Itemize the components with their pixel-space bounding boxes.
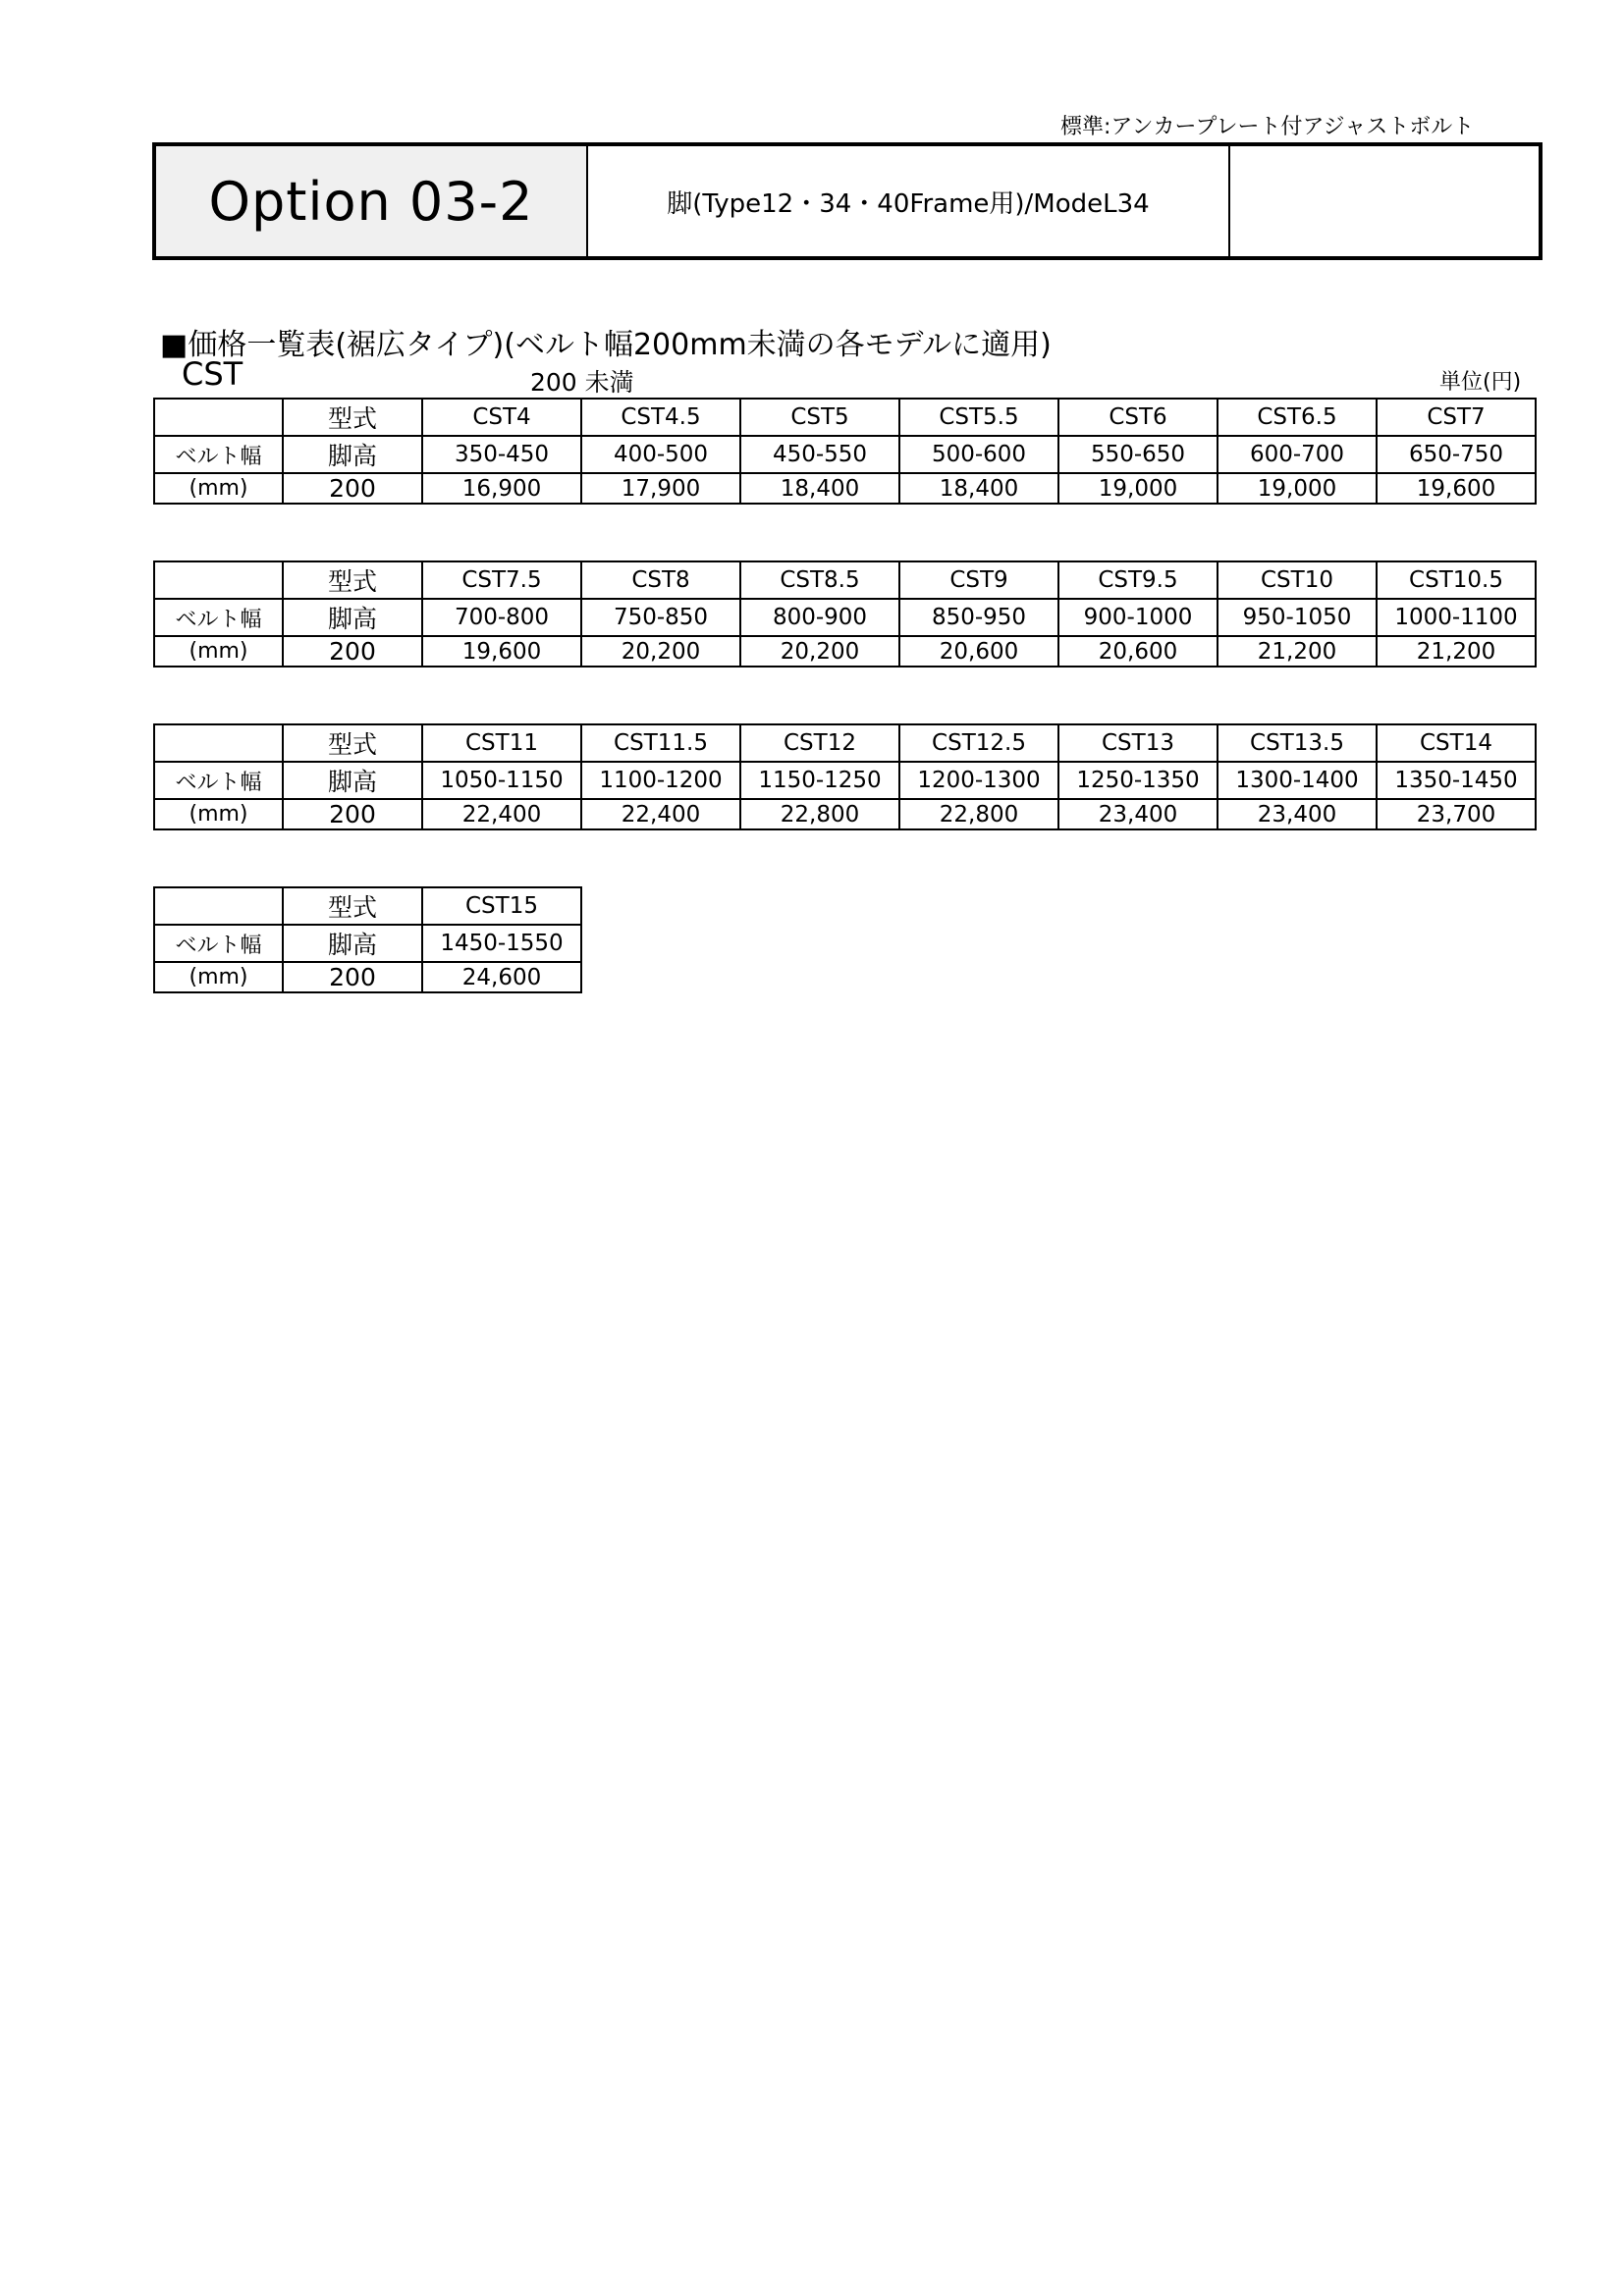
height-cell: 700-800 <box>422 599 581 636</box>
header-box <box>152 142 1543 260</box>
height-cell: 1000-1100 <box>1377 599 1536 636</box>
mm-label: (mm) <box>154 636 283 667</box>
price-cell: 23,700 <box>1377 799 1536 829</box>
price-cell: 19,000 <box>1218 473 1377 504</box>
model-cell: CST6 <box>1058 399 1218 436</box>
height-header: 脚高 <box>283 436 422 473</box>
belt-width-label: ベルト幅 <box>154 925 283 962</box>
model-cell: CST13.5 <box>1218 724 1377 762</box>
model-cell: CST14 <box>1377 724 1536 762</box>
table-row-prices <box>154 636 1536 667</box>
model-cell: CST13 <box>1058 724 1218 762</box>
table-row-models <box>154 724 1536 762</box>
price-cell: 16,900 <box>422 473 581 504</box>
table-row-heights <box>154 436 1536 473</box>
price-cell: 19,600 <box>1377 473 1536 504</box>
price-cell: 22,800 <box>740 799 899 829</box>
belt-width-label: ベルト幅 <box>154 762 283 799</box>
series-label: CST <box>182 355 244 393</box>
height-header: 脚高 <box>283 762 422 799</box>
model-cell: CST9.5 <box>1058 561 1218 599</box>
height-cell: 900-1000 <box>1058 599 1218 636</box>
model-cell: CST10.5 <box>1377 561 1536 599</box>
height-cell: 1350-1450 <box>1377 762 1536 799</box>
model-cell: CST5 <box>740 399 899 436</box>
price-cell: 21,200 <box>1218 636 1377 667</box>
price-cell: 24,600 <box>422 962 581 992</box>
price-cell: 21,200 <box>1377 636 1536 667</box>
height-cell: 550-650 <box>1058 436 1218 473</box>
height-cell: 950-1050 <box>1218 599 1377 636</box>
height-cell: 800-900 <box>740 599 899 636</box>
belt-width-value: 200 <box>283 636 422 667</box>
height-cell: 850-950 <box>899 599 1058 636</box>
price-table-3 <box>153 723 1537 830</box>
price-table-2 <box>153 561 1537 667</box>
table-row-models <box>154 561 1536 599</box>
table-row-models <box>154 399 1536 436</box>
model-cell: CST8 <box>581 561 740 599</box>
model-cell: CST12 <box>740 724 899 762</box>
model-cell: CST6.5 <box>1218 399 1377 436</box>
model-cell: CST4.5 <box>581 399 740 436</box>
model-header: 型式 <box>283 887 422 925</box>
blank-cell <box>154 887 283 925</box>
price-cell: 20,200 <box>581 636 740 667</box>
price-cell: 23,400 <box>1058 799 1218 829</box>
height-cell: 500-600 <box>899 436 1058 473</box>
height-cell: 1050-1150 <box>422 762 581 799</box>
mm-label: (mm) <box>154 799 283 829</box>
model-cell: CST7 <box>1377 399 1536 436</box>
belt-width-value: 200 <box>283 473 422 504</box>
model-cell: CST12.5 <box>899 724 1058 762</box>
table-row-heights <box>154 925 581 962</box>
height-cell: 1450-1550 <box>422 925 581 962</box>
model-header: 型式 <box>283 399 422 436</box>
page-subtitle: 脚(Type12・34・40Frame用)/ModeL34 <box>588 146 1230 256</box>
height-cell: 400-500 <box>581 436 740 473</box>
price-cell: 19,600 <box>422 636 581 667</box>
belt-width-value: 200 <box>283 962 422 992</box>
belt-width-value: 200 <box>283 799 422 829</box>
price-cell: 18,400 <box>740 473 899 504</box>
price-cell: 23,400 <box>1218 799 1377 829</box>
table-row-prices <box>154 473 1536 504</box>
price-cell: 22,400 <box>422 799 581 829</box>
price-cell: 20,600 <box>899 636 1058 667</box>
height-cell: 1300-1400 <box>1218 762 1377 799</box>
height-cell: 1100-1200 <box>581 762 740 799</box>
table-row-prices <box>154 962 581 992</box>
price-cell: 20,200 <box>740 636 899 667</box>
belt-width-label: ベルト幅 <box>154 436 283 473</box>
mm-label: (mm) <box>154 962 283 992</box>
price-table-4 <box>153 886 582 993</box>
page-title: Option 03-2 <box>156 146 588 256</box>
price-cell: 17,900 <box>581 473 740 504</box>
height-cell: 650-750 <box>1377 436 1536 473</box>
table-row-models <box>154 887 581 925</box>
model-cell: CST15 <box>422 887 581 925</box>
model-cell: CST4 <box>422 399 581 436</box>
height-cell: 750-850 <box>581 599 740 636</box>
belt-condition-label: 200 未満 <box>530 368 634 397</box>
blank-cell <box>154 399 283 436</box>
height-cell: 350-450 <box>422 436 581 473</box>
price-cell: 18,400 <box>899 473 1058 504</box>
blank-cell <box>154 561 283 599</box>
belt-width-label: ベルト幅 <box>154 599 283 636</box>
price-table-1 <box>153 398 1537 505</box>
blank-cell <box>154 724 283 762</box>
mm-label: (mm) <box>154 473 283 504</box>
height-header: 脚高 <box>283 925 422 962</box>
height-cell: 1200-1300 <box>899 762 1058 799</box>
model-header: 型式 <box>283 561 422 599</box>
model-cell: CST7.5 <box>422 561 581 599</box>
model-cell: CST5.5 <box>899 399 1058 436</box>
price-cell: 20,600 <box>1058 636 1218 667</box>
model-cell: CST11 <box>422 724 581 762</box>
table-row-heights <box>154 599 1536 636</box>
table-row-heights <box>154 762 1536 799</box>
height-cell: 450-550 <box>740 436 899 473</box>
price-cell: 22,800 <box>899 799 1058 829</box>
standard-note: 標準:アンカープレート付アジャストボルト <box>1060 115 1475 139</box>
height-cell: 600-700 <box>1218 436 1377 473</box>
model-cell: CST11.5 <box>581 724 740 762</box>
model-cell: CST8.5 <box>740 561 899 599</box>
model-header: 型式 <box>283 724 422 762</box>
height-cell: 1250-1350 <box>1058 762 1218 799</box>
model-cell: CST9 <box>899 561 1058 599</box>
unit-label: 単位(円) <box>1439 370 1522 395</box>
height-header: 脚高 <box>283 599 422 636</box>
section-heading: ■価格一覧表(裾広タイプ)(ベルト幅200mm未満の各モデルに適用) <box>160 328 1052 362</box>
table-row-prices <box>154 799 1536 829</box>
height-cell: 1150-1250 <box>740 762 899 799</box>
model-cell: CST10 <box>1218 561 1377 599</box>
header-blank-cell <box>1230 146 1539 256</box>
price-cell: 22,400 <box>581 799 740 829</box>
price-cell: 19,000 <box>1058 473 1218 504</box>
